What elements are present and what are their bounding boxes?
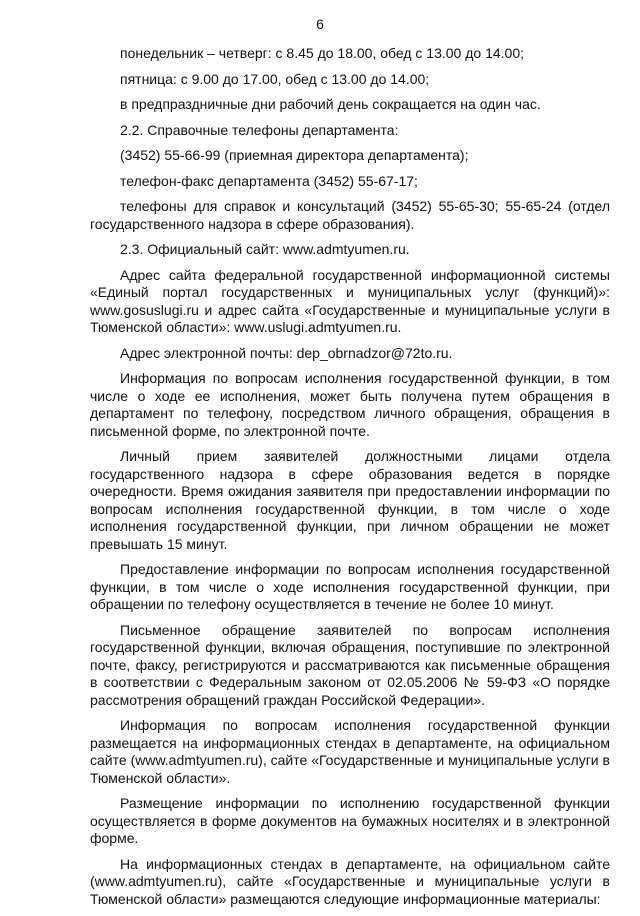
paragraph-pre-holiday: в предпраздничные дни рабочий день сокращается на один час. — [120, 96, 541, 112]
paragraph-schedule-friday: пятница: с 9.00 до 17.00, обед с 13.00 до 14.00; — [120, 70, 430, 87]
paragraph-written-appeals: Письменное обращение заявителей по вопросам исполнения государственной функции, включая обращения, поступившие по электронной почте, факсу, регистрируются и рассматриваются как письменные обращения в соответствии с Федеральным законом от 02.05.2006 № 59-ФЗ «О порядке рассмотрения обращений граждан Российской Федерации». — [90, 621, 610, 708]
paragraph-info-stands: Информация по вопросам исполнения государственной функции размещается на информационных стендах в департаменте, на официальном сайте (www.admtyumen.ru), сайте «Государственные и муниципальные услуги в Тюменской области». — [90, 717, 610, 786]
paragraph-schedule-mon-thu: понедельник – четверг: с 8.45 до 18.00, обед с 13.00 до 14.00; — [120, 45, 524, 61]
page-number: 6 — [316, 16, 324, 32]
paragraph-info-channels: Информация по вопросам исполнения государственной функции, в том числе о ходе ее исполнения, может быть получена путем обращения в департамент по телефону, посредством личного обращения, обращения в письменной форме, по электронной почте. — [90, 370, 610, 439]
paragraph-section-2-3: 2.3. Официальный сайт: www.admtyumen.ru. — [120, 241, 410, 257]
paragraph-info-placement: Размещение информации по исполнению государственной функции осуществляется в форме документов на бумажных носителях и в электронной форме. — [90, 795, 610, 846]
paragraph-reception-phone: (3452) 55-66-99 (приемная директора департамента); — [120, 147, 469, 163]
document-body — [90, 45, 610, 916]
paragraph-phone-info: Предоставление информации по вопросам исполнения государственной функции, в том числе о ходе исполнения государственной функции, при обращении по телефону осуществляется в течение не более 10 минут. — [90, 561, 610, 612]
paragraph-info-materials: На информационных стендах в департаменте, на официальном сайте (www.admtyumen.ru), сайте «Государственные и муниципальные услуги в Тюменской области» размещаются следующие информационные материалы: — [90, 855, 610, 907]
paragraph-section-2-2: 2.2. Справочные телефоны департамента: — [120, 121, 399, 138]
paragraph-consultation-phones: телефоны для справок и консультаций (3452) 55-65-30; 55-65-24 (отдел государственного надзора в сфере образования). — [90, 198, 610, 232]
paragraph-email: Адрес электронной почты: dep_obrnadzor@72to.ru. — [120, 344, 453, 361]
paragraph-personal-reception: Личный прием заявителей должностными лицами отдела государственного надзора в сфере образования ведется в порядке очередности. Время ожидания заявителя при предоставлении информации по вопросам исполнения государственной функции, в том числе о ходе исполнения государственной функции, при личном обращении не может превышать 15 минут. — [90, 448, 610, 552]
paragraph-portal-addresses: Адрес сайта федеральной государственной информационной системы «Единый портал государственных и муниципальных услуг (функций)»: www.gosuslugi.ru и адрес сайта «Государственные и муниципальные услуги в Тюменской области»: www.uslugi.admtyumen.ru. — [90, 266, 610, 335]
paragraph-fax: телефон-факс департамента (3452) 55-67-17; — [120, 172, 418, 189]
